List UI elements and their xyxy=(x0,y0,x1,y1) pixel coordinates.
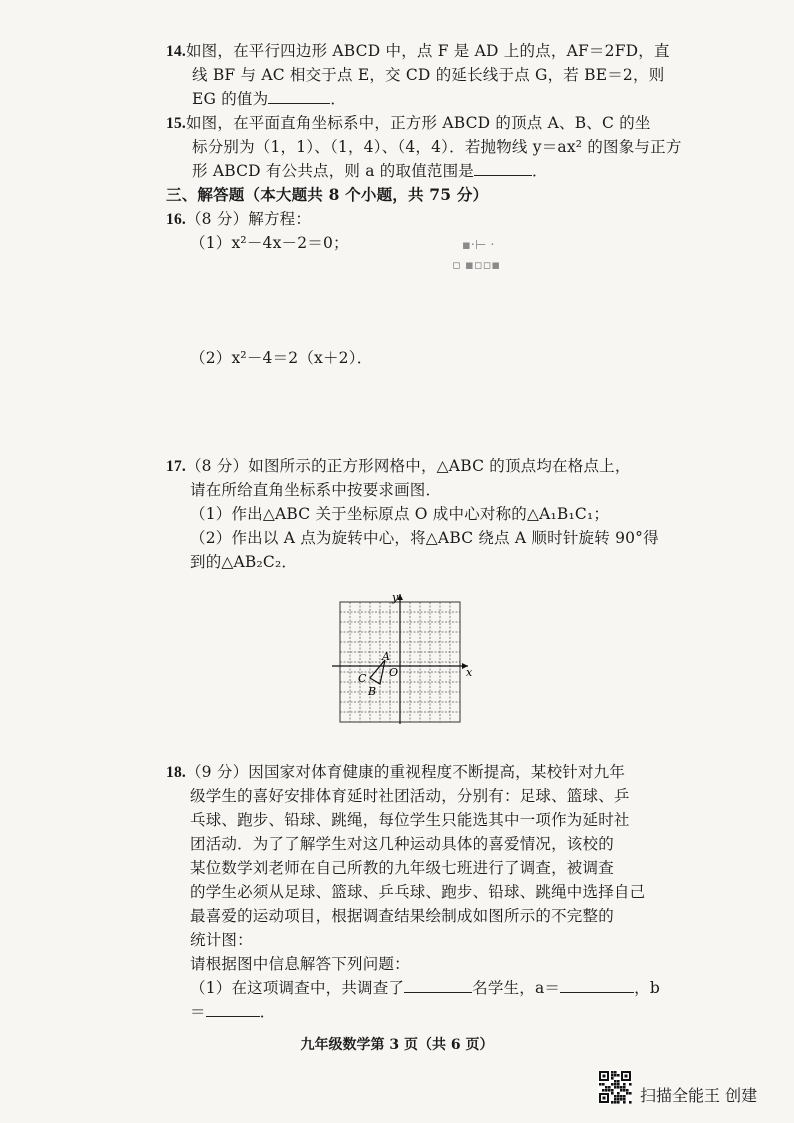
q16-number: 16. xyxy=(166,211,186,228)
q17-line3: （1）作出△ABC 关于坐标原点 O 成中心对称的△A₁B₁C₁； xyxy=(190,505,610,523)
q18-line11: ＝ ． xyxy=(190,1003,276,1021)
q14-number: 14. xyxy=(166,43,186,60)
q17-number: 17. xyxy=(166,458,186,475)
q17-line5: 到的△AB₂C₂． xyxy=(190,553,298,571)
q18-line6: 的学生必须从足球、篮球、乒乓球、跑步、铅球、跳绳中选择自己 xyxy=(190,883,646,901)
bleed-through-mark: ▪·⊢ · xyxy=(462,238,495,253)
q18-line10: （1）在这项调查中，共调查了 名学生，a＝ ，b xyxy=(190,979,660,997)
q15-number: 15. xyxy=(166,115,186,132)
qr-code-icon xyxy=(598,1070,632,1104)
q18-line5: 某位数学刘老师在自己所教的九年级七班进行了调查，被调查 xyxy=(190,859,614,877)
q17-line4: （2）作出以 A 点为旋转中心，将△ABC 绕点 A 顺时针旋转 90°得 xyxy=(190,529,659,547)
q18-number: 18. xyxy=(166,764,186,781)
section-heading: 三、解答题（本大题共 8 个小题，共 75 分） xyxy=(166,185,489,204)
q18-b-blank xyxy=(206,1002,260,1017)
q15-line2: 标分别为（1，1）、（1，4）、（4，4）．若抛物线 y＝ax² 的图象与正方 xyxy=(192,138,682,156)
q18-count-blank xyxy=(404,978,472,993)
x-axis-label: x xyxy=(466,666,473,679)
q14-answer-blank xyxy=(268,89,330,104)
q17-line2: 请在所给直角坐标系中按要求画图． xyxy=(190,481,442,499)
q15-answer-blank xyxy=(474,161,532,176)
q16-line1: 16.（8 分）解方程： xyxy=(166,210,312,228)
q18-line2: 级学生的喜好安排体育延时社团活动，分别有：足球、篮球、乒 xyxy=(190,787,630,805)
coordinate-grid-figure xyxy=(330,590,475,725)
q18-line4: 团活动．为了了解学生对这几种运动具体的喜爱情况，该校的 xyxy=(190,835,614,853)
q18-a-blank xyxy=(560,978,634,993)
page-footer: 九年级数学第 3 页（共 6 页） xyxy=(300,1037,494,1053)
q14-line3: EG 的值为 ． xyxy=(192,90,347,108)
vertex-a-label: A xyxy=(382,650,390,663)
bleed-through-mark-2: ▫ ▪▫▫▪ xyxy=(452,258,501,273)
q18-line9: 请根据图中信息解答下列问题： xyxy=(190,955,410,973)
q18-line1: 18.（9 分）因国家对体育健康的重视程度不断提高，某校针对九年 xyxy=(166,763,626,781)
q17-line1: 17.（8 分）如图所示的正方形网格中，△ABC 的顶点均在格点上， xyxy=(166,457,631,475)
q15-line1: 15.如图，在平面直角坐标系中，正方形 ABCD 的顶点 A、B、C 的坐 xyxy=(166,114,651,132)
q18-line3: 乓球、跑步、铅球、跳绳，每位学生只能选其中一项作为延时社 xyxy=(190,811,630,829)
q16-part1: （1）x²－4x－2＝0； xyxy=(190,234,349,252)
scanner-watermark: 扫描全能王 创建 xyxy=(640,1086,758,1105)
origin-label: O xyxy=(389,666,399,679)
q16-part2: （2）x²－4＝2（x＋2）． xyxy=(190,349,373,367)
q14-line1: 14.如图，在平行四边形 ABCD 中，点 F 是 AD 上的点，AF＝2FD，直 xyxy=(166,42,670,60)
q14-line2: 线 BF 与 AC 相交于点 E，交 CD 的延长线于点 G，若 BE＝2，则 xyxy=(192,66,665,84)
q15-line3: 形 ABCD 有公共点，则 a 的取值范围是 ． xyxy=(192,162,548,180)
q18-line7: 最喜爱的运动项目，根据调查结果绘制成如图所示的不完整的 xyxy=(190,907,614,925)
q18-line8: 统计图： xyxy=(190,931,253,949)
vertex-c-label: C xyxy=(358,672,367,685)
vertex-b-label: B xyxy=(368,685,377,698)
y-axis-label: y xyxy=(392,591,399,604)
